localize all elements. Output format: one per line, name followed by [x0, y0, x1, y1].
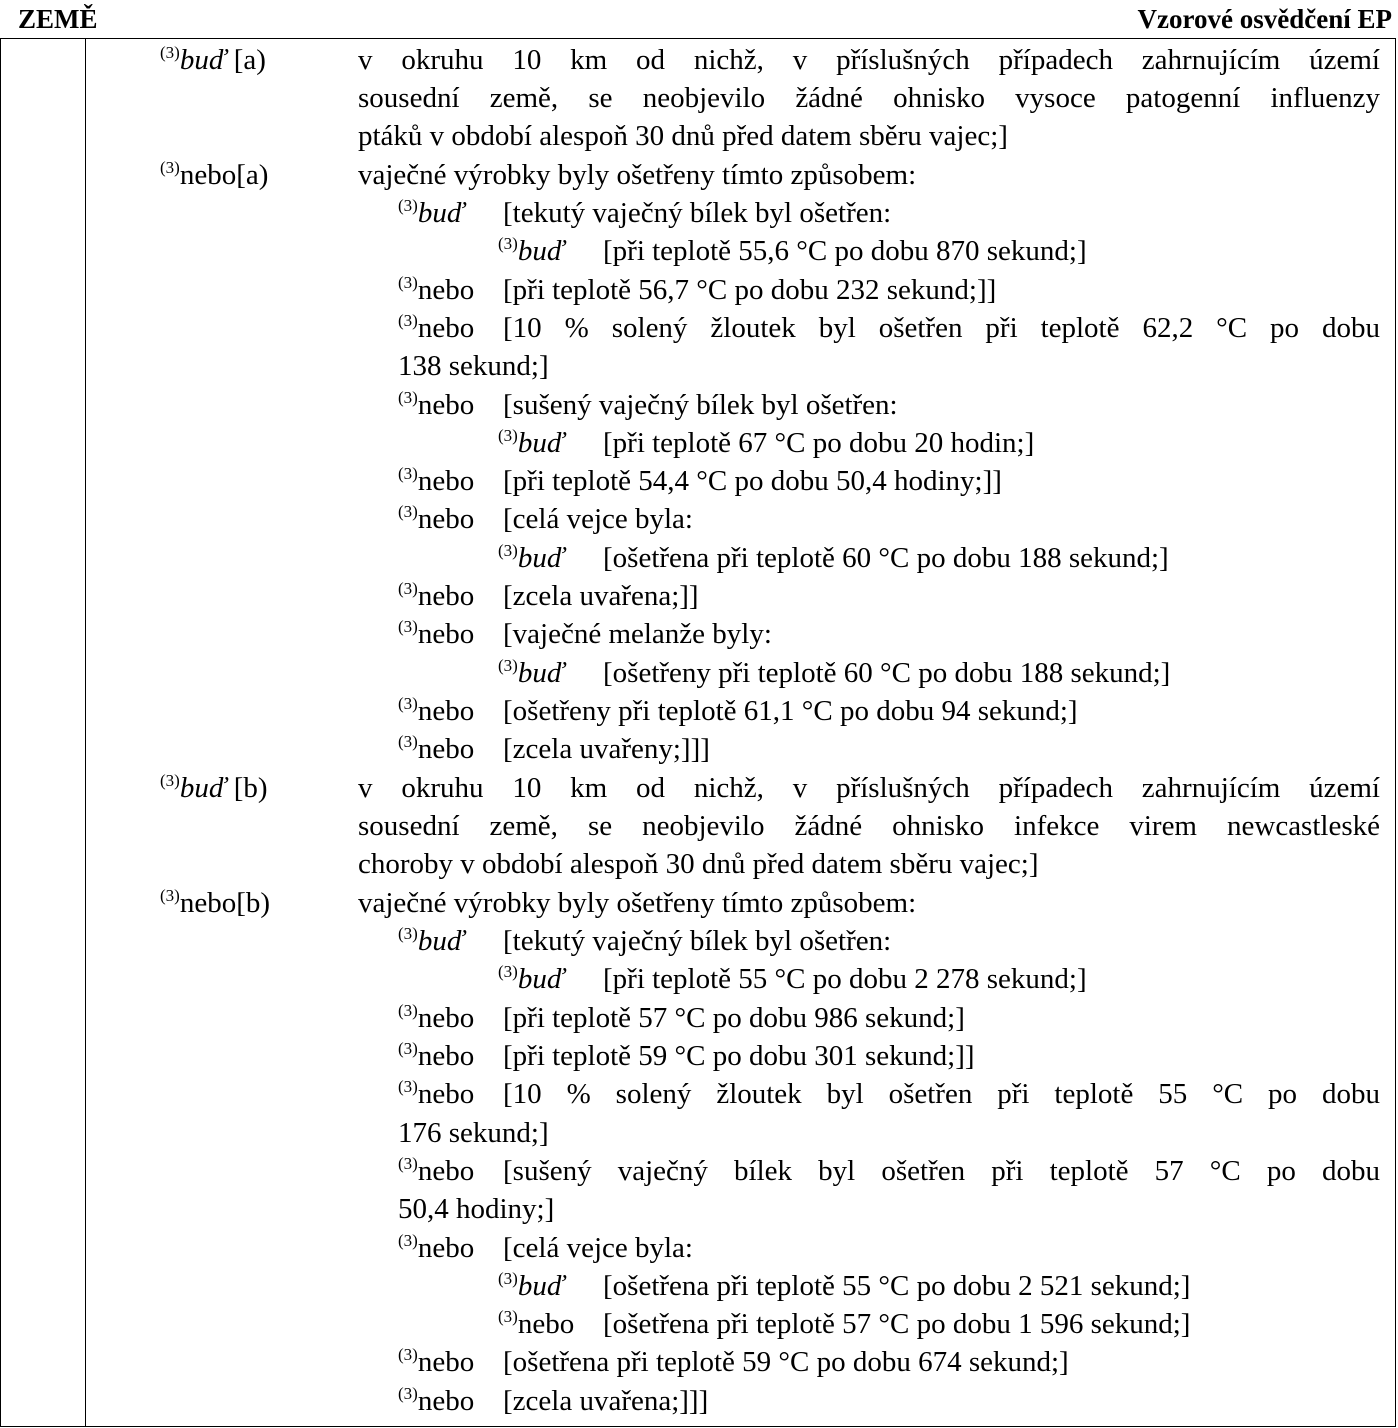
marker-nebo-b: $^{(3)}$nebo[b) — [160, 886, 271, 919]
option-marker-bud: $^{(3)}$buď — [498, 426, 565, 459]
paragraph-intro: vaječné výrobky byly ošetřeny tímto způsobem: — [358, 887, 917, 919]
option-text: [ošetřeny při teplotě 60 °C po dobu 188 sekund;] — [603, 657, 1171, 689]
option-marker-nebo: $^{(3)}$nebo — [398, 388, 475, 421]
option-marker-nebo: $^{(3)}$nebo — [398, 1077, 475, 1110]
paragraph-intro: vaječné výrobky byly ošetřeny tímto způsobem: — [358, 159, 917, 191]
option-marker-bud: $^{(3)}$buď — [498, 656, 565, 689]
option-marker-bud: $^{(3)}$buď — [498, 1269, 565, 1302]
option-text: [tekutý vaječný bílek byl ošetřen: — [503, 925, 892, 957]
option-text: 176 sekund;] — [398, 1117, 549, 1149]
option-marker-nebo: $^{(3)}$nebo — [398, 311, 475, 344]
option-text: [při teplotě 59 °C po dobu 301 sekund;]] — [503, 1040, 975, 1072]
option-marker-nebo: $^{(3)}$nebo — [398, 464, 475, 497]
option-marker-nebo: $^{(3)}$nebo — [498, 1307, 575, 1340]
paragraph-line: v okruhu 10 km od nichž, v příslušných případech zahrnujícím území — [358, 44, 1380, 76]
option-marker-nebo: $^{(3)}$nebo — [398, 273, 475, 306]
paragraph-line: choroby v období alespoň 30 dnů před datem sběru vajec;] — [358, 848, 1039, 880]
option-marker-nebo: $^{(3)}$nebo — [398, 502, 475, 535]
option-text: 138 sekund;] — [398, 350, 549, 382]
option-text: [ošetřeny při teplotě 61,1 °C po dobu 94 sekund;] — [503, 695, 1078, 727]
option-text: [tekutý vaječný bílek byl ošetřen: — [503, 197, 892, 229]
option-marker-nebo: $^{(3)}$nebo — [398, 1154, 475, 1187]
option-marker-bud: $^{(3)}$buď — [398, 924, 465, 957]
option-marker-nebo: $^{(3)}$nebo — [398, 579, 475, 612]
option-marker-bud: $^{(3)}$buď — [498, 234, 565, 267]
option-text: [sušený vaječný bílek byl ošetřen: — [503, 389, 898, 421]
option-marker-nebo: $^{(3)}$nebo — [398, 1384, 475, 1417]
option-marker-bud: $^{(3)}$buď — [498, 541, 565, 574]
option-text: [ošetřena při teplotě 55 °C po dobu 2 521 sekund;] — [603, 1270, 1191, 1302]
option-text: [vaječné melanže byly: — [503, 618, 772, 650]
option-text: [při teplotě 57 °C po dobu 986 sekund;] — [503, 1002, 965, 1034]
option-marker-bud: $^{(3)}$buď — [398, 196, 465, 229]
option-text: [ošetřena při teplotě 60 °C po dobu 188 sekund;] — [603, 542, 1169, 574]
option-marker-bud: $^{(3)}$buď — [498, 962, 565, 995]
option-marker-nebo: $^{(3)}$nebo — [398, 1001, 475, 1034]
option-text: [zcela uvařena;]] — [503, 580, 699, 612]
option-text: [ošetřena při teplotě 57 °C po dobu 1 596 sekund;] — [603, 1308, 1191, 1340]
option-text: [celá vejce byla: — [503, 1232, 693, 1264]
option-text: [ošetřena při teplotě 59 °C po dobu 674 sekund;] — [503, 1346, 1069, 1378]
option-marker-nebo: $^{(3)}$nebo — [398, 1039, 475, 1072]
paragraph-line: ptáků v období alespoň 30 dnů před datem sběru vajec;] — [358, 120, 1008, 152]
paragraph-line: sousední země, se neobjevilo žádné ohnisko infekce virem newcastleské — [358, 810, 1380, 842]
option-text: [při teplotě 55 °C po dobu 2 278 sekund;] — [603, 963, 1087, 995]
option-marker-nebo: $^{(3)}$nebo — [398, 1231, 475, 1264]
marker-nebo-a: $^{(3)}$nebo[a) — [160, 158, 269, 191]
option-text: [při teplotě 54,4 °C po dobu 50,4 hodiny;]] — [503, 465, 1002, 497]
marker-bud-a: $^{(3)}$buď [a) — [160, 43, 266, 76]
option-text: [zcela uvařeny;]]] — [503, 733, 710, 765]
header-country: ZEMĚ — [18, 4, 98, 34]
header-certificate-title: Vzorové osvědčení EP — [1137, 4, 1392, 34]
marker-bud-b: $^{(3)}$buď [b) — [160, 771, 268, 804]
paragraph-line: v okruhu 10 km od nichž, v příslušných případech zahrnujícím území — [358, 772, 1380, 804]
option-text: [celá vejce byla: — [503, 503, 693, 535]
option-text: [při teplotě 67 °C po dobu 20 hodin;] — [603, 427, 1035, 459]
option-text: [10 % solený žloutek byl ošetřen při teplotě 62,2 °C po dobu — [503, 312, 1380, 344]
option-marker-nebo: $^{(3)}$nebo — [398, 694, 475, 727]
option-text: 50,4 hodiny;] — [398, 1193, 555, 1225]
option-text: [při teplotě 56,7 °C po dobu 232 sekund;]] — [503, 274, 997, 306]
option-marker-nebo: $^{(3)}$nebo — [398, 732, 475, 765]
option-text: [10 % solený žloutek byl ošetřen při teplotě 55 °C po dobu — [503, 1078, 1380, 1110]
option-marker-nebo: $^{(3)}$nebo — [398, 1345, 475, 1378]
option-marker-nebo: $^{(3)}$nebo — [398, 617, 475, 650]
option-text: [zcela uvařena;]]] — [503, 1385, 709, 1417]
option-text: [sušený vaječný bílek byl ošetřen při teplotě 57 °C po dobu — [503, 1155, 1380, 1187]
option-text: [při teplotě 55,6 °C po dobu 870 sekund;] — [603, 235, 1087, 267]
paragraph-line: sousední země, se neobjevilo žádné ohnisko vysoce patogenní influenzy — [358, 82, 1380, 114]
